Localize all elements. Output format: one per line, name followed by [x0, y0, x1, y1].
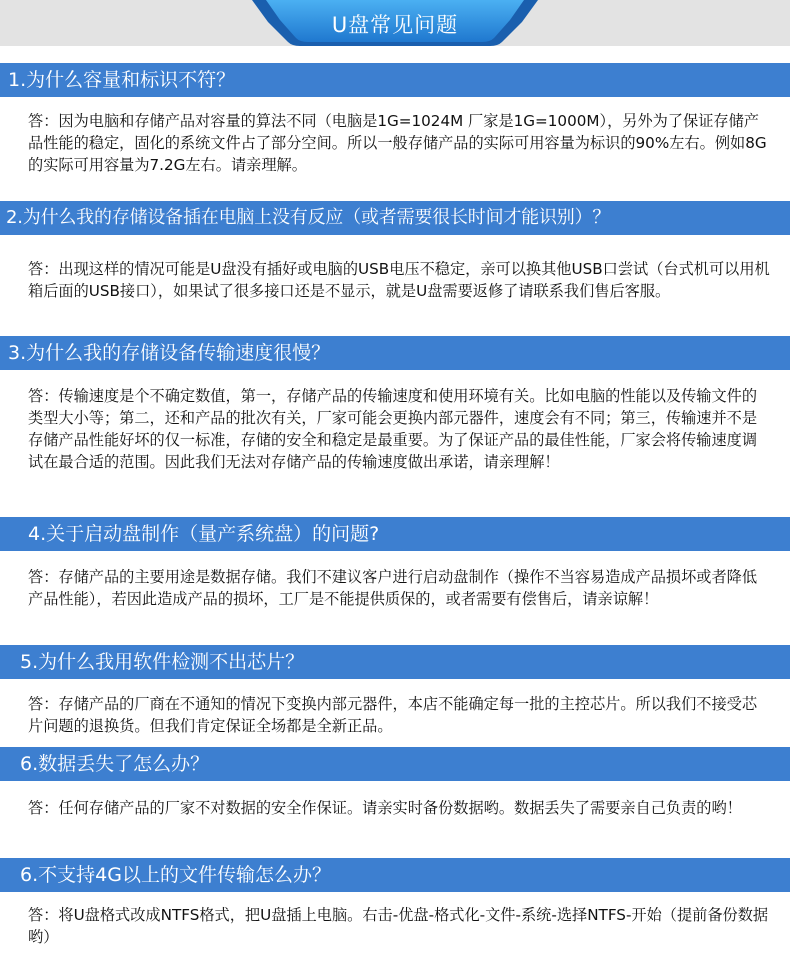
faq-question-6: 6.数据丢失了怎么办？ — [0, 747, 790, 781]
faq-question-3: 3.为什么我的存储设备传输速度很慢？ — [0, 336, 790, 370]
faq-answer-1: 答：因为电脑和存储产品对容量的算法不同（电脑是1G=1024M 厂家是1G=1000M），另外为了保证存储产品性能的稳定，固化的系统文件占了部分空间。所以一般存储产品的实际可用容量为标识的90%左右。例如8G的实际可用容量为7.2G左右。请亲理解。 — [28, 112, 767, 174]
faq-question-5: 5.为什么我用软件检测不出芯片？ — [0, 645, 790, 679]
faq-answer-5: 答：存储产品的厂商在不通知的情况下变换内部元器件，本店不能确定每一批的主控芯片。所以我们不接受芯片问题的退换货。但我们肯定保证全场都是全新正品。 — [28, 695, 757, 735]
faq-answer-3: 答：传输速度是个不确定数值，第一，存储产品的传输速度和使用环境有关。比如电脑的性能以及传输文件的类型大小等；第二，还和产品的批次有关，厂家可能会更换内部元器件，速度会有不同；第三，传输速并不是存储产品性能好坏的仅一标准，存储的安全和稳定是最重要。为了保证产品的最佳性能，厂家会将传输速度调试在最合适的范围。因此我们无法对存储产品的传输速度做出承诺，请亲理解！ — [28, 387, 757, 471]
faq-answer-6: 答：任何存储产品的厂家不对数据的安全作保证。请亲实时备份数据哟。数据丢失了需要亲自己负责的哟！ — [28, 799, 742, 817]
faq-answer-7: 答：将U盘格式改成NTFS格式，把U盘插上电脑。右击-优盘-格式化-文件-系统-选择NTFS-开始（提前备份数据哟） — [28, 906, 769, 946]
page-title: U盘常见问题 — [331, 13, 459, 37]
faq-question-4: 4.关于启动盘制作（量产系统盘）的问题? — [0, 517, 790, 551]
title-ribbon — [252, 0, 538, 46]
faq-question-2: 2.为什么我的存储设备插在电脑上没有反应（或者需要很长时间才能识别）？ — [0, 201, 790, 235]
faq-question-7: 6.不支持4G以上的文件传输怎么办？ — [0, 858, 790, 892]
faq-answer-4: 答：存储产品的主要用途是数据存储。我们不建议客户进行启动盘制作（操作不当容易造成产品损坏或者降低产品性能），若因此造成产品的损坏，工厂是不能提供质保的，或者需要有偿售后，请亲谅解！ — [28, 568, 757, 608]
faq-answer-2: 答：出现这样的情况可能是U盘没有插好或电脑的USB电压不稳定，亲可以换其他USB口尝试（台式机可以用机箱后面的USB接口），如果试了很多接口还是不显示，就是U盘需要返修了请联系我们售后客服。 — [28, 260, 770, 300]
faq-question-1: 1.为什么容量和标识不符？ — [0, 63, 790, 97]
